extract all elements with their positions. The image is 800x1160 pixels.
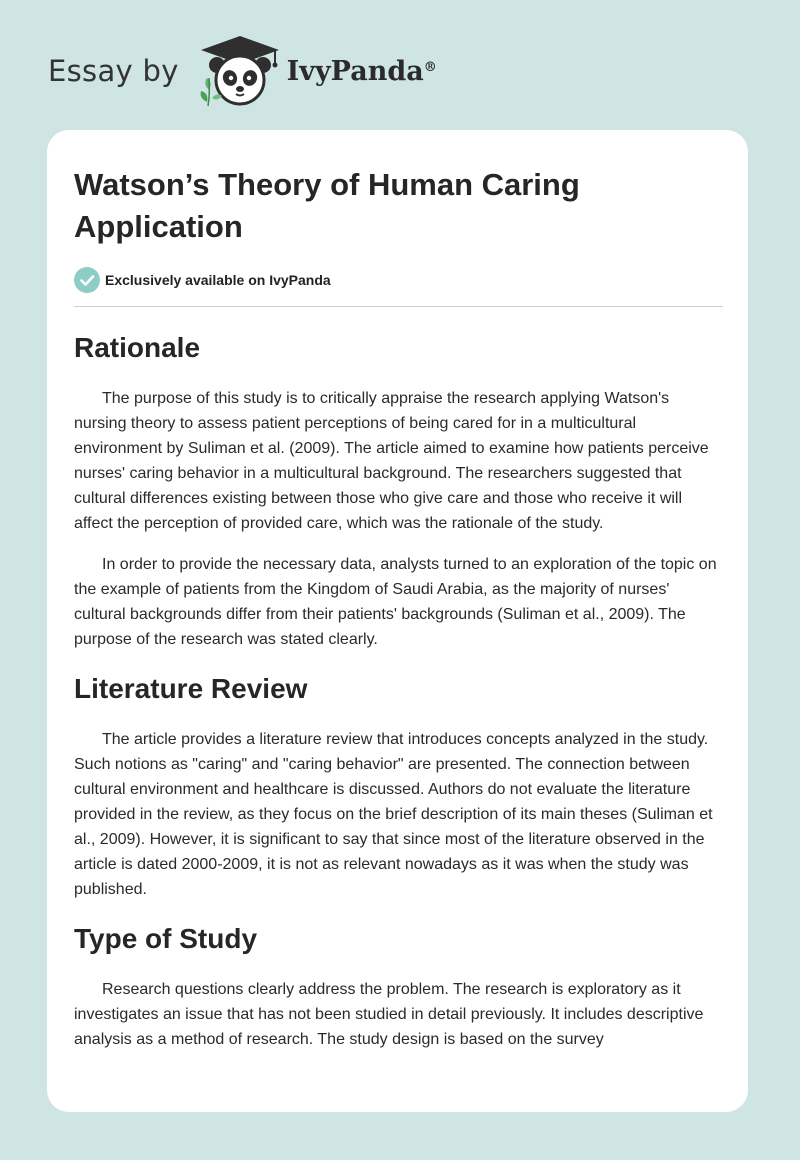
page-title [74, 164, 723, 248]
paragraph: The article provides a literature review that introduces concepts analyzed in the study. Such notions as "caring" and "caring behavior" are presented. The connection between cultural environment and healthcare is discussed. Authors do not evaluate the literature provided in the review, as they focus on the brief description of its main theses (Suliman et al., 2009). However, it is significant to say that since most of the literature observed in the article is dated 2000-2009, it is not as relevant nowadays as it was when the study was published. [74, 731, 713, 898]
section-heading-rationale: Rationale [74, 332, 201, 363]
section-heading-type-of-study: Type of Study [74, 923, 258, 954]
title-line-2: Application [74, 209, 243, 244]
site-header [48, 34, 437, 108]
check-icon [74, 267, 100, 293]
essay-by-label: Essay by [48, 54, 179, 88]
section-heading-literature-review: Literature Review [74, 673, 308, 704]
ivypanda-logo-icon[interactable] [195, 34, 285, 108]
title-line-1: Watson’s Theory of Human Caring [74, 167, 580, 202]
paragraph: Research questions clearly address the problem. The research is exploratory as it investigates an issue that has not been studied in detail previously. It includes descriptive analysis as a method of research. The study design is based on the survey [74, 981, 704, 1048]
brand-name[interactable]: IvyPanda® [286, 55, 437, 87]
paragraph: In order to provide the necessary data, analysts turned to an exploration of the topic on the example of patients from the Kingdom of Saudi Arabia, as the majority of nurses' cultural backgrounds differ from their patients' backgrounds (Suliman et al., 2009). The purpose of the research was stated clearly. [74, 556, 717, 648]
paragraph: The purpose of this study is to critically appraise the research applying Watson's nursing theory to assess patient perceptions of being cared for in a multicultural environment by Suliman et al. (2009). The article aimed to examine how patients perceive nurses' caring behavior in a multicultural background. The researchers suggested that cultural differences existing between those who give care and those who receive it will affect the perception of provided care, which was the rationale of the study. [74, 390, 709, 532]
divider [74, 306, 723, 307]
essay-card [47, 130, 748, 1112]
exclusive-label: Exclusively available on IvyPanda [105, 272, 331, 288]
registered-mark: ® [423, 59, 437, 75]
exclusive-badge [74, 267, 723, 293]
